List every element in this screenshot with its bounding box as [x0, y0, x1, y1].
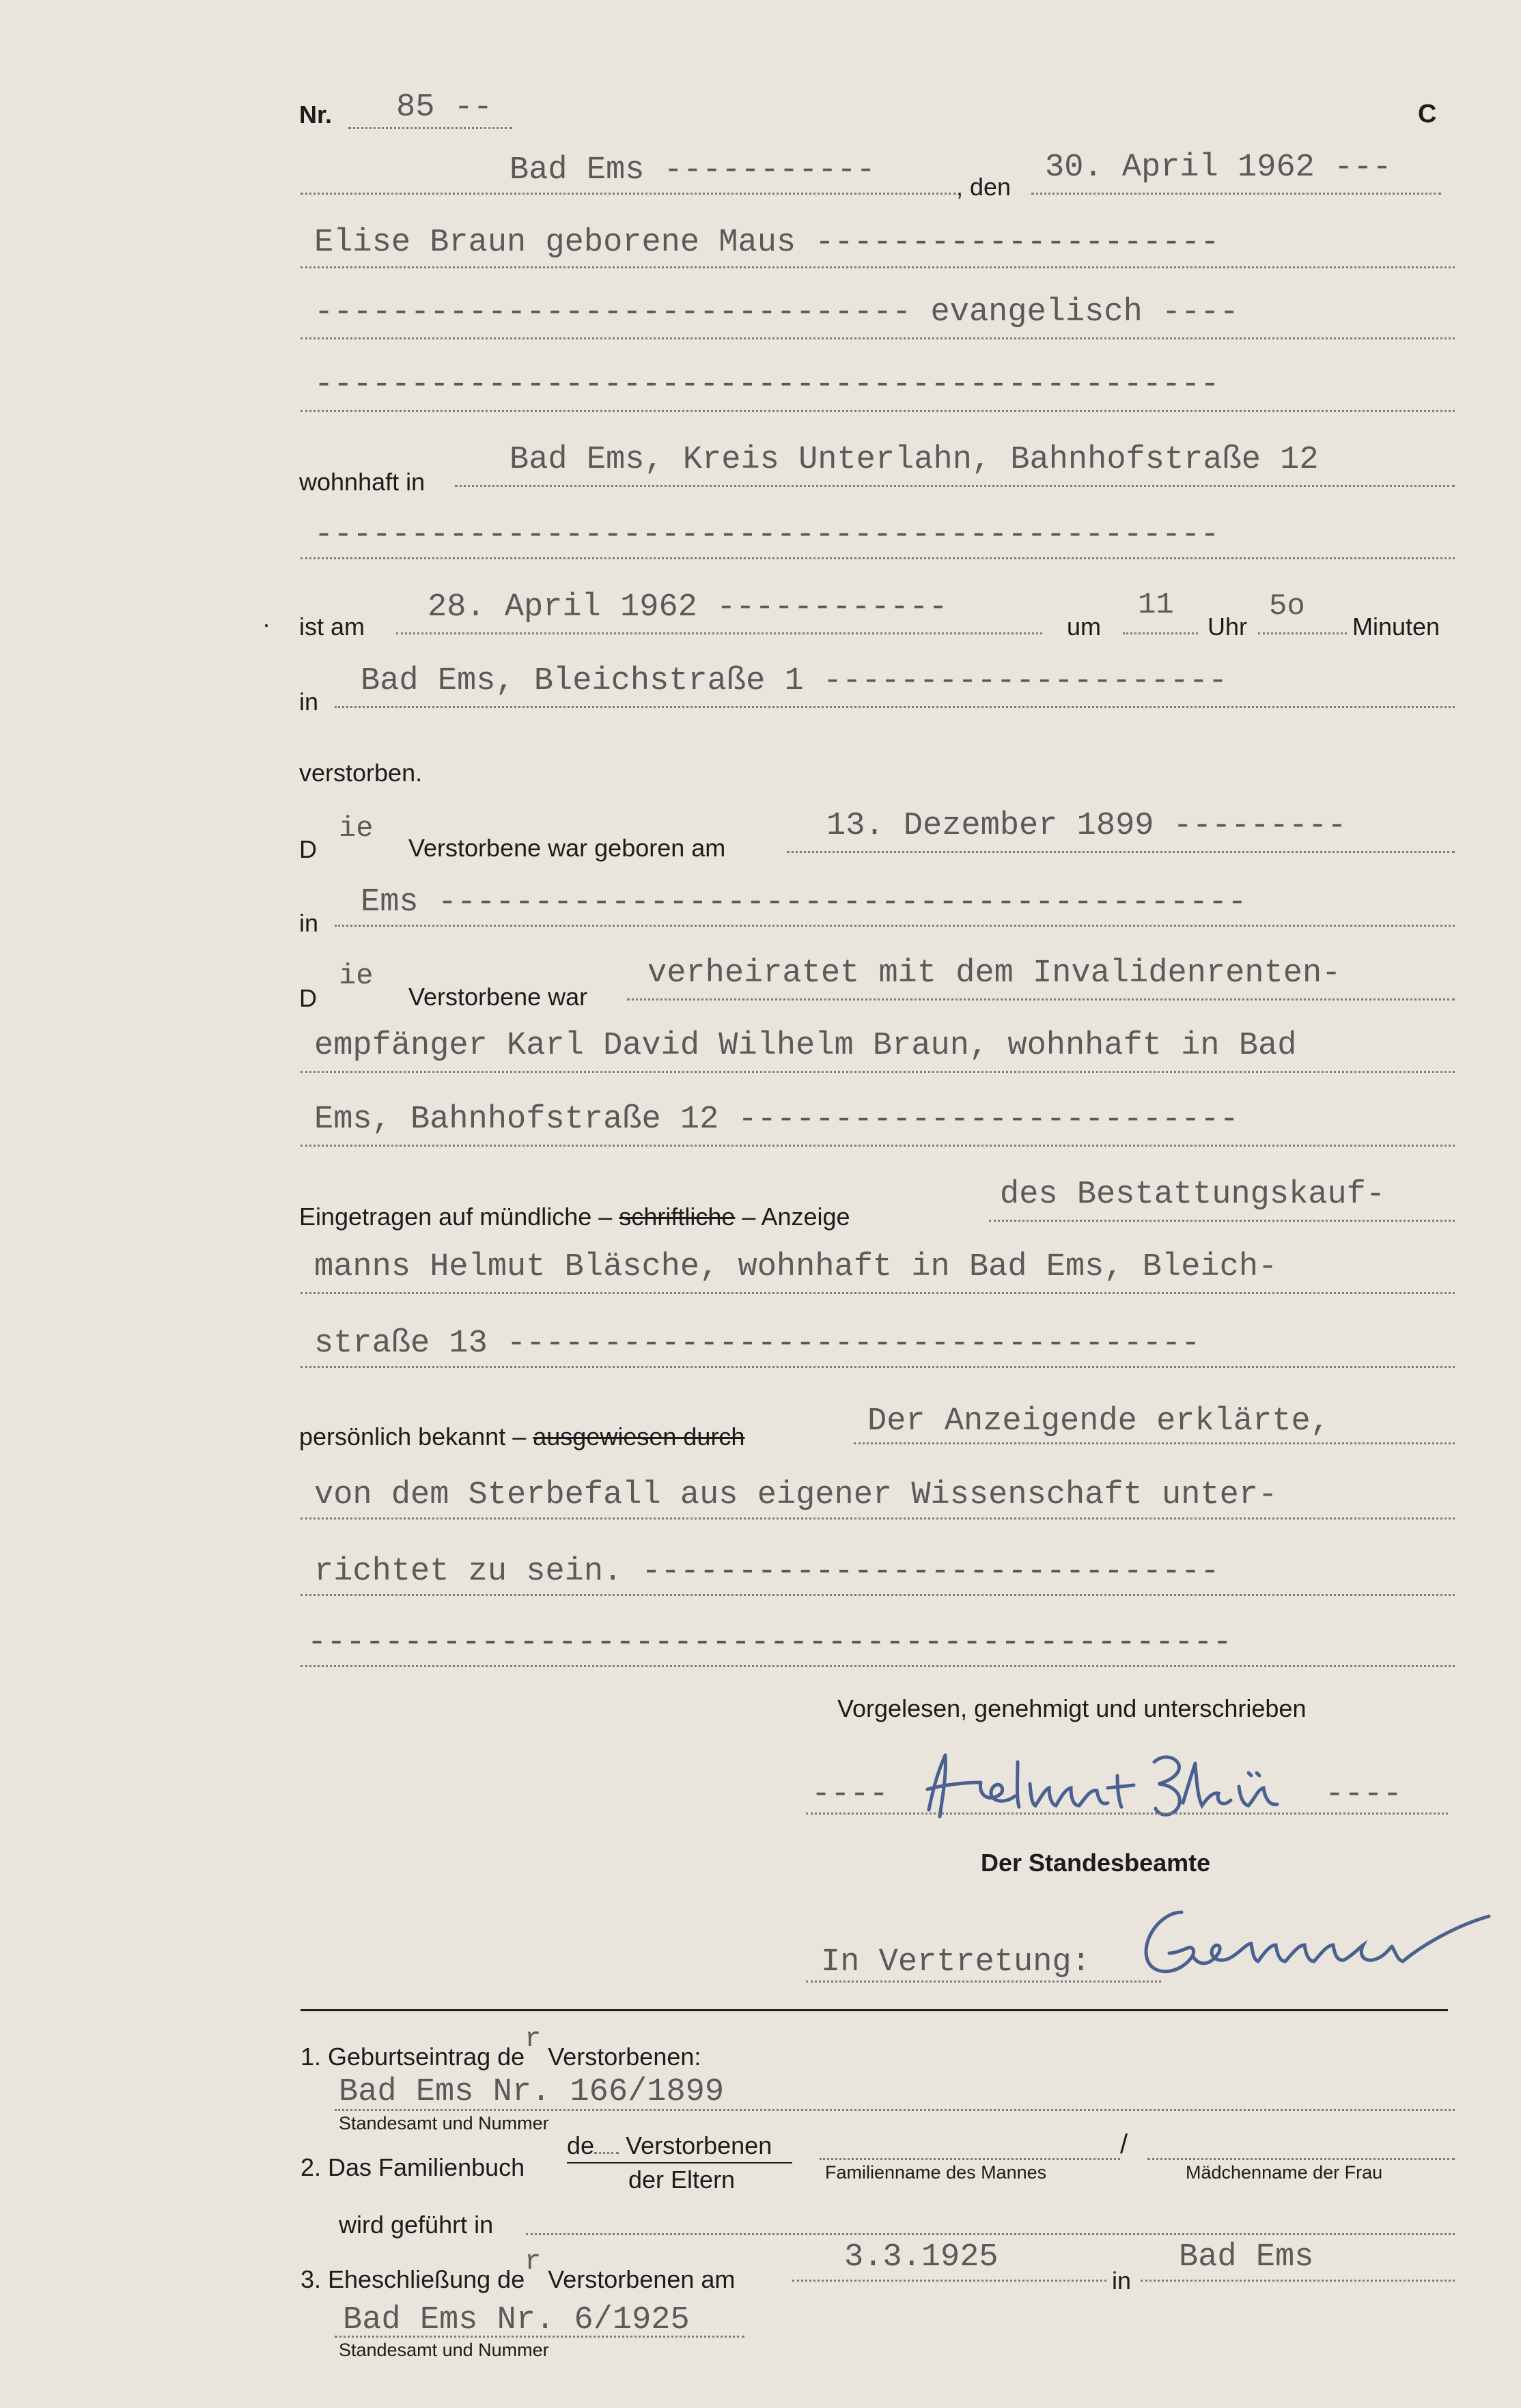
identity-line-3: richtet zu sein. ------------------------------: [314, 1554, 1220, 1590]
footer-3-value-rule: [335, 2336, 744, 2338]
marriage-line-3: Ems, Bahnhofstraße 12 --------------------------: [314, 1102, 1239, 1138]
nr-label: Nr.: [299, 100, 333, 128]
uhr-label: Uhr: [1208, 613, 1248, 641]
identity-rule-4: [301, 1665, 1455, 1667]
footer-divider: [301, 2009, 1448, 2011]
record-number: 85 --: [396, 89, 493, 126]
nr-line: [348, 127, 512, 129]
religion-rule: [301, 337, 1455, 339]
report-rule-2: [301, 1292, 1455, 1294]
report-label: Eingetragen auf mündliche – schriftliche – Anzeige: [299, 1203, 850, 1231]
death-minutes: 5o: [1269, 589, 1305, 624]
footer-2-frau-caption: Mädchenname der Frau: [1186, 2162, 1383, 2183]
footer-3-place-rule: [1141, 2280, 1455, 2282]
ist-am-label: ist am: [299, 613, 365, 641]
official-signature-name: Gemmer: [1134, 1885, 1136, 1886]
footer-1-caption: Standesamt und Nummer: [339, 2113, 549, 2133]
registrar-signature: [1134, 1885, 1503, 1987]
registrar-label: Der Standesbeamte: [981, 1849, 1211, 1877]
footer-2-mann-rule: [820, 2158, 1120, 2160]
footer-3-date-rule: [792, 2280, 1106, 2282]
residence-rule-1: [455, 485, 1455, 487]
marriage-line-1: verheiratet mit dem Invalidenrenten-: [647, 955, 1341, 992]
residence-line-1: Bad Ems, Kreis Unterlahn, Bahnhofstraße 12: [510, 442, 1319, 478]
birth-in-label: in: [299, 909, 319, 937]
report-line-2: manns Helmut Bläsche, wohnhaft in Bad Ems, Bleich-: [314, 1249, 1278, 1285]
blank-dash-line: -----------------------------------------------: [314, 367, 1220, 403]
verstorben-label: verstorben.: [299, 759, 423, 787]
footer-2-fraction-bar: [567, 2162, 792, 2164]
dash-rule: [301, 410, 1455, 412]
deceased-name: Elise Braun geborene Maus ---------------------: [314, 225, 1220, 261]
identity-rule-2: [301, 1517, 1455, 1520]
footer-2-top: de Verstorbenen: [567, 2131, 772, 2159]
informant-signature: [915, 1735, 1298, 1830]
footer-2-label: 2. Das Familienbuch: [301, 2153, 525, 2181]
identity-rule-1: [854, 1442, 1455, 1444]
name-line: [301, 266, 1455, 268]
marriage-d-label: D: [299, 984, 317, 1012]
record-place: Bad Ems -----------: [510, 152, 876, 188]
identity-rule-3: [301, 1594, 1455, 1596]
footer-1-rule: [335, 2109, 1455, 2111]
footer-2-frau-rule: [1147, 2158, 1455, 2160]
birth-d-suffix: ie: [339, 812, 374, 845]
report-line-3: straße 13 ------------------------------------: [314, 1326, 1201, 1362]
religion-line: ------------------------------- evangelisch ----: [314, 294, 1239, 331]
footer-3-in-label: in: [1112, 2267, 1132, 2295]
residence-label: wohnhaft in: [299, 468, 425, 496]
signer-dash-right: ----: [1325, 1776, 1402, 1812]
footer-2-gefuehrt-label: wird geführt in: [339, 2211, 494, 2239]
birth-place: Ems ------------------------------------------: [361, 884, 1247, 921]
footer-3-sup: r: [525, 2247, 542, 2278]
minutes-rule: [1258, 632, 1347, 634]
footer-1-label: 1. Geburtseintrag der Verstorbenen:: [301, 2024, 701, 2071]
margin-tick: ·: [262, 610, 270, 638]
footer-3-date: 3.3.1925: [844, 2239, 999, 2276]
marriage-rule-1: [627, 998, 1455, 1000]
footer-2-mann-caption: Familienname des Mannes: [825, 2162, 1047, 2183]
signer-rule: [806, 1812, 1448, 1815]
report-rule-3: [301, 1366, 1455, 1368]
residence-rule-2: [301, 557, 1455, 559]
identity-label-struck: ausgewiesen durch: [533, 1423, 745, 1451]
birth-d-label: D: [299, 835, 317, 863]
footer-2-slash: /: [1120, 2129, 1128, 2159]
read-approved-label: Vorgelesen, genehmigt und unterschrieben: [837, 1694, 1307, 1722]
um-label: um: [1067, 613, 1102, 641]
den-label: , den: [956, 173, 1011, 201]
footer-1-value: Bad Ems Nr. 166/1899: [339, 2074, 725, 2110]
report-rule-1: [989, 1220, 1455, 1222]
marriage-d-suffix: ie: [339, 960, 374, 992]
hour-rule: [1123, 632, 1198, 634]
footer-2-bottom: der Eltern: [628, 2166, 736, 2194]
death-date-rule: [396, 632, 1042, 634]
death-hour: 11: [1138, 588, 1174, 622]
birth-label: Verstorbene war geboren am: [408, 834, 726, 862]
birth-place-rule: [335, 925, 1455, 927]
footer-3-caption: Standesamt und Nummer: [339, 2340, 549, 2360]
footer-2-gefuehrt-rule: [526, 2233, 1455, 2235]
death-in-label: in: [299, 688, 319, 716]
date-line: [1031, 193, 1441, 195]
death-place-rule: [335, 706, 1455, 708]
birth-date: 13. Dezember 1899 ---------: [826, 808, 1347, 844]
identity-line-4: ------------------------------------------------: [307, 1625, 1232, 1661]
residence-line-2: -----------------------------------------------: [314, 517, 1220, 553]
in-vertretung: In Vertretung:: [821, 1944, 1091, 1980]
minuten-label: Minuten: [1352, 613, 1440, 641]
identity-label: persönlich bekannt – ausgewiesen durch: [299, 1423, 745, 1451]
death-place: Bad Ems, Bleichstraße 1 ---------------------: [361, 663, 1228, 699]
identity-line-2: von dem Sterbefall aus eigener Wissenschaft unter-: [314, 1477, 1278, 1513]
footer-3-label: 3. Eheschließung der Verstorbenen am: [301, 2247, 736, 2293]
footer-3-value: Bad Ems Nr. 6/1925: [343, 2302, 690, 2338]
vertretung-rule: [806, 1980, 1161, 1983]
death-date: 28. April 1962 ------------: [428, 589, 948, 626]
place-line: [301, 193, 956, 195]
report-line-1: des Bestattungskauf-: [1000, 1177, 1386, 1213]
form-letter: C: [1418, 100, 1437, 128]
report-label-struck: schriftliche: [619, 1203, 736, 1231]
footer-3-place: Bad Ems: [1179, 2239, 1314, 2276]
footer-1-sup: r: [525, 2024, 542, 2055]
marriage-line-2: empfänger Karl David Wilhelm Braun, wohnhaft in Bad: [314, 1028, 1297, 1064]
birth-date-rule: [787, 851, 1455, 853]
identity-line-1: Der Anzeigende erklärte,: [867, 1403, 1330, 1440]
marriage-rule-2: [301, 1071, 1455, 1073]
marriage-rule-3: [301, 1145, 1455, 1147]
marriage-label: Verstorbene war: [408, 983, 588, 1011]
record-date: 30. April 1962 ---: [1045, 150, 1392, 186]
signer-dash-left: ----: [811, 1776, 889, 1812]
